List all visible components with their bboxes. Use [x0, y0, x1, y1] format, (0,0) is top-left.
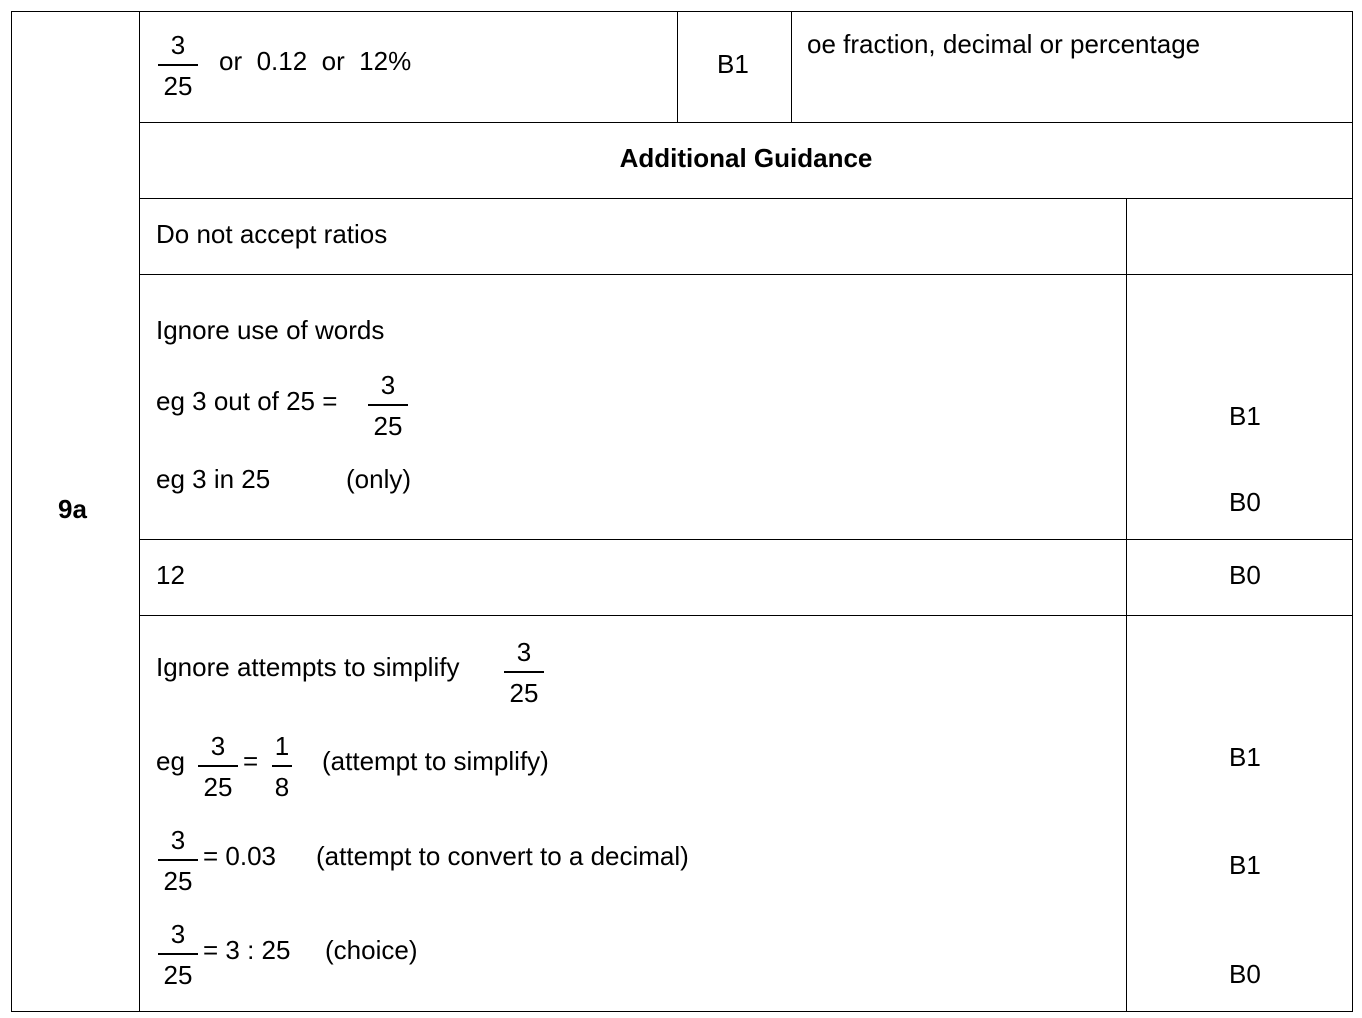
fraction-numerator: 1 — [274, 731, 290, 761]
guidance-words-eg2: eg 3 in 25 — [156, 464, 271, 494]
guidance-simplify-ex1-note: (attempt to simplify) — [322, 746, 549, 776]
guidance-row-12: 12 — [156, 560, 185, 590]
fraction-bar — [368, 404, 408, 406]
fraction-bar — [504, 671, 544, 673]
guidance-simplify-heading-fraction — [504, 637, 544, 708]
fraction-denominator: 25 — [203, 772, 233, 802]
fraction-numerator: 3 — [170, 30, 186, 60]
guidance-simplify-ex2-equals: = 0.03 — [203, 841, 277, 871]
answer-alternatives: or 0.12 or 12% — [219, 46, 412, 76]
guidance-words-heading: Ignore use of words — [156, 315, 385, 345]
answer-fraction — [158, 30, 198, 101]
guidance-simplify-heading: Ignore attempts to simplify — [156, 652, 460, 682]
fraction-denominator: 25 — [509, 678, 539, 708]
fraction-bar — [158, 64, 198, 66]
fraction-numerator: 3 — [170, 825, 186, 855]
fraction-denominator: 25 — [163, 71, 193, 101]
fraction-bar — [198, 765, 238, 767]
guidance-words-eg1-fraction — [368, 370, 408, 441]
fraction-denominator: 25 — [163, 866, 193, 896]
guidance-words-eg2-note: (only) — [346, 464, 412, 494]
guidance-row-ratios: Do not accept ratios — [156, 219, 388, 249]
guidance-words-eg1-mark: B1 — [1229, 401, 1261, 431]
guidance-simplify-ex2-mark: B1 — [1229, 850, 1261, 880]
fraction-bar — [158, 953, 198, 955]
question-number: 9a — [58, 494, 87, 524]
guidance-simplify-ex1-fraction-a — [198, 731, 238, 802]
guidance-simplify-ex1-equals: = — [243, 746, 259, 776]
fraction-denominator: 25 — [163, 960, 193, 990]
guidance-simplify-ex1-fraction-b — [264, 731, 300, 802]
guidance-simplify-ex3-equals: = 3 : 25 — [203, 935, 291, 965]
answer-mark: B1 — [717, 49, 749, 79]
guidance-simplify-ex3-fraction — [158, 919, 198, 990]
fraction-bar — [272, 765, 292, 767]
guidance-heading: Additional Guidance — [619, 143, 873, 173]
guidance-words-eg2-mark: B0 — [1229, 487, 1261, 517]
fraction-numerator: 3 — [516, 637, 532, 667]
guidance-row-12-mark: B0 — [1229, 560, 1261, 590]
guidance-simplify-ex2-note: (attempt to convert to a decimal) — [316, 841, 689, 871]
fraction-numerator: 3 — [380, 370, 396, 400]
fraction-numerator: 3 — [170, 919, 186, 949]
answer-comment: oe fraction, decimal or percentage — [807, 29, 1201, 59]
guidance-simplify-ex2-fraction — [158, 825, 198, 896]
fraction-denominator: 25 — [373, 411, 403, 441]
fraction-denominator: 8 — [274, 772, 290, 802]
guidance-simplify-ex1-prefix: eg — [156, 746, 185, 776]
guidance-simplify-ex3-mark: B0 — [1229, 959, 1261, 989]
fraction-numerator: 3 — [210, 731, 226, 761]
fraction-bar — [158, 859, 198, 861]
guidance-simplify-ex3-note: (choice) — [325, 935, 418, 965]
guidance-words-eg1: eg 3 out of 25 = — [156, 386, 338, 416]
guidance-simplify-ex1-mark: B1 — [1229, 742, 1261, 772]
